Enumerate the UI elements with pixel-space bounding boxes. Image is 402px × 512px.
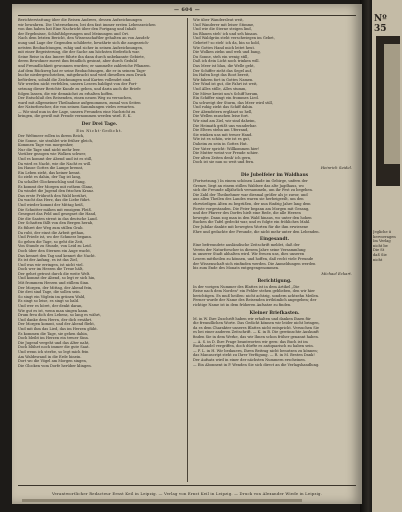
text-line: sich die Freunde alljährlich versammeln, um ihr Fest zu begehen. (193, 188, 313, 193)
poem-line: Die Schnitter mähen mit emsigem Fleiß. (18, 207, 92, 212)
text-line: Berichterstattung über die Reisen Andrees, dessen Aufzeichnungen (18, 18, 142, 22)
poem-line: Wir fahren fort in Gottes Namen. (193, 77, 254, 82)
poem-line: Und ruhig zieht das Schiff dahin. (193, 105, 254, 110)
poem-line: Und Alles stille, Alles stumm, (193, 86, 247, 91)
text-line: bis zum Ende des Monats entgegengenommen. (193, 266, 280, 271)
text-line: nicht be (373, 243, 388, 248)
text-line: der Naturforscher, die von seinen Sammlungen vieles erwarten. (18, 105, 136, 110)
poem-line: Gebetet? so steh' ich da, bin so hold, (193, 40, 260, 45)
poem-line: Da schweigt der Sturm, das Meer wird still, (193, 100, 273, 105)
poem-line: Es führet der Weg zum stillen Grab. (18, 225, 84, 230)
text-line: aus allen Theilen des Landes waren sie herbeigeeilt, um den (193, 197, 304, 202)
text-line: hervorragen (373, 234, 396, 239)
section-body (193, 317, 356, 368)
text-line: finden Sie in dem Werke, das wir Ihnen schon früher genannt haben. (193, 335, 319, 340)
text-line: Grenze, liegt an einem stillen Waldsee das alte Jagdhaus, wo (193, 183, 304, 188)
page-bottom-edge (22, 499, 302, 502)
text-line: der Wissenschaft sich einfinden werden. Die Anmeldungen werden (193, 261, 316, 266)
poem-line: Es kommt der Morgen mit rothem Glanz, (18, 184, 94, 189)
text-line: (Fortsetzung.) In einem schönen Lande im Gebirge, unfern der (193, 179, 308, 183)
text-line: — F. L. in H. Wir bedauern, Ihren Beitrag nicht benutzen zu können; (193, 348, 318, 353)
text-line: und der Pfarrer des Dorfes hielt eine Rede, die alle Herzen (193, 211, 301, 216)
poem-line: Das erste Frühroth den Wald berührt, (18, 193, 88, 198)
section-title: Berichtigung. (257, 278, 292, 284)
text-line: von ihm haben hat Eine Nachricht über den Fortgang und Inhalt (18, 27, 136, 32)
text-line: — Ein Abonnent in P. Wenden Sie sich direct an die Verlagshandlung. (193, 362, 320, 367)
poem-line: Vorüber gezogen wie Wolken schwer, (18, 152, 86, 157)
text-line: Eine befreundete ausländische Zeitschrift meldet, daß der (193, 243, 300, 248)
text-line: folgen lassen, die wir demnächst zu erhalten hoffen. (18, 91, 114, 96)
poem-line: Die die Saaten streut in das deutsche Land. (18, 216, 98, 221)
poem-line: Der Abendstern erglänzt so hell, (193, 109, 253, 114)
text-line: Der Jubilar dankte mit bewegten Worten für die ihm erwiesene (193, 224, 309, 229)
section-body (193, 285, 356, 308)
poem-line: Da wird es Nacht, wie die Nacht es will. (18, 161, 92, 166)
text-line: In der vorigen Nummer des Blattes ist in dem Artikel „Die (193, 284, 300, 289)
section-title: Die Jubelfeier im Waldhaus (240, 173, 309, 178)
poem-line: Doch wer im Herzen die Treue hält, (18, 267, 84, 272)
text-line: Reise nach dem Norden" ein Fehler stehen geblieben, den wir hier (193, 289, 315, 294)
poem-line: Und Waldgrün steht verschwiegen im Gebet, (193, 36, 275, 41)
poem-line: So singt ein Vöglein im grünen Wald, (18, 294, 86, 299)
poem-line: Der Schatten fällt von den Bergen herab, (18, 221, 94, 226)
poem-body (18, 134, 181, 368)
text-line: in unserer Stadt abhalten wird. Wir freuen uns, dies unseren (193, 252, 305, 257)
text-line: Nach dem letzten Bericht, den Wissenschaftler gehalten an von Ausdeh- (18, 36, 151, 41)
poem-line: Die Möwe kreist um's Schiff herum, (193, 91, 259, 96)
text-line: bewegte. Dann zog man in den Wald hinaus, wo unter den hohen (193, 215, 312, 220)
text-line: Ferner wurde der Name des Reisenden irrthümlich angegeben; der (193, 298, 317, 303)
text-line: mit einer Begeisterung, die der Sache am höchsten förderlich war. (18, 50, 140, 55)
poem-line: Von Stunde zu Stunde, von Leid zu Leid. (18, 244, 92, 249)
text-line: der Ergebnisse, Schlußfolgerungen und Meinungen und Ort. (18, 31, 130, 36)
next-page-edge (372, 0, 402, 512)
poem-line: Am Waldesrand in die Erde hinein. (18, 354, 82, 359)
text-line: Die Zahl der Theilnehmer war diesmal größer als je zuvor, und (193, 192, 308, 197)
poem-line: Dort wo die Vögel am Morgen singen, (18, 359, 87, 364)
text-line: netsten Beobachtungen, ruhig und sicher in seinen Aufzeichnungen, (18, 45, 144, 50)
poem-line: Wie Gottes Hand mich leitet heut. (193, 45, 256, 50)
next-page-text (373, 230, 402, 262)
poem-line: Der Schiffer zieht das Segel auf, (193, 68, 252, 73)
text-line: richtige Name ist in dem früheren Aufsatze zu finden. (193, 303, 292, 308)
poem-line: Der Morgen kommt, und der Abend flieht, (18, 322, 95, 327)
poem-line: Und wenn ich sterbe, so legt mich fein (18, 349, 89, 354)
poem-line: Da schallet Glockenschlag und Sang, (18, 180, 86, 184)
poem-line: Es ist der Anfang, es ist das Ziel, (18, 258, 78, 263)
text-line: das Manuscript steht zu Ihrer Verfügung. — R. in M. Besten Dank! (193, 353, 315, 358)
poem-signature: Heinrich Seidel. (320, 165, 352, 170)
text-line: Buchen die Tafel gedeckt war, und es folgte ein fröhliches Mahl. (193, 220, 311, 225)
poem-line: Doch über den Sternen ein Auge wacht, (18, 248, 91, 253)
text-line: Buchhandel vergriffen, doch dürfte es antiquarisch zu haben sein. (193, 344, 314, 349)
poem-line: Du Sonne, steh ein wenig still, (193, 54, 249, 59)
poem-line: Der Vater spricht: Willkommen hier! (193, 146, 260, 151)
poem-line: Die Mutter weint vor Freude schier. (193, 151, 259, 156)
poem-line: Nur die Tage sind nicht mehr leer. (18, 147, 81, 152)
poem-line: Der Wind ist gut, die Fahrt ist weit, (193, 82, 258, 87)
poem-line: Und was wir erringen, ist nicht viel. (18, 262, 84, 267)
column-divider (187, 18, 188, 482)
text-line: buche niedergeschrieben, mitgebracht und wird dieselben zum Druck (18, 73, 146, 78)
poem-line: Und wer es höret, der denkt daran, (18, 304, 83, 309)
text-line: Wir werden nicht verfehlen, unsern Lesern baldigst von der Fort- (18, 82, 138, 87)
text-line: bringen, die gewiß mit Freude vernommen werden wird. E. K. (18, 114, 132, 119)
magazine-page (12, 4, 362, 504)
poem-line: Die drei sind Tage, die sollen sein. (18, 290, 81, 295)
poem-line: Die Glocken vom Dorfe herüber klingen. (18, 363, 92, 368)
poem-line: Und mit ihm das Lied, das im Herzen glüht. (18, 327, 98, 331)
poem-line: Das kennet den Tag und kennet die Nacht. (18, 253, 96, 258)
poem-line: Die Sonne, sie strahlet wie früher gleich, (18, 138, 93, 143)
poem-line: Und wie die Sterne steigen lind, (193, 27, 252, 32)
section-title: Eingesandt. (259, 237, 290, 243)
text-line: nicht (373, 257, 383, 262)
poem-line: Da wacht das Herz, das die Liebe führt. (18, 198, 91, 203)
poem-line: Der alten Zeiten denk' ich gern, (193, 155, 252, 160)
section-body (193, 243, 356, 271)
footer-rule (18, 485, 356, 486)
text-line: die freundlichen Worte. Das Gedicht können wir leider nicht bringen, (193, 321, 320, 326)
poem-line: Im Hause Gottes die Lampe brennt, (18, 166, 84, 171)
poem-line: Daß ich dein Licht noch trinken will. (193, 59, 260, 64)
poem-line: Und Wanderer mit leiser Stimme, (193, 22, 255, 27)
poem-line: Das Meer ist blau, die Welle geht, (193, 63, 255, 68)
poem-line: Es kommen die Tage, sie gehen dahin, (18, 331, 88, 336)
poem-line: So gehen die Tage, so geht die Zeit, (18, 239, 84, 244)
poem-line: Die Wellen rauschen leise fort. (193, 114, 249, 119)
poem-line: Kommen Tage von morgenher, (18, 143, 74, 148)
poem-line: Wir sind am Ziel, wir sind daheim, (193, 119, 256, 124)
page-number: — 604 — (173, 7, 201, 13)
poem-line: Und danke dem Herrn, der dich ernährt. (18, 317, 93, 322)
poem-title: Der Drei Tage. (81, 122, 118, 128)
poem-line: Doch bleibt im Herzen ein treuer Sinn. (18, 336, 89, 341)
poem-line: Die Jugend vergeht und das Alter naht, (18, 340, 90, 345)
section-body (193, 179, 356, 234)
title-ornament-inner (384, 44, 400, 164)
poem-line: Gesegnet das Feld und gesegnet die Hand, (18, 212, 97, 217)
poem-line: Da ruht, der einst die Arbeit gethan, (18, 230, 85, 235)
text-line: und Freundlichkeit gewonnen wurden; er sammelte zahlreiche Pflanzen. (18, 63, 151, 68)
poem-line: Wie ist es schön, wie ist es gut, (193, 137, 251, 142)
poem-line: Der Weltmeer rollen in ihrem Reich, (18, 134, 85, 139)
poem-line: Da windet die Jugend den frischen Kranz. (18, 189, 95, 194)
poem-line: Doch ist sie nun so weit und fern. (193, 160, 255, 165)
left-column (18, 18, 181, 482)
poem-line: Die Wolken ziehn und weh und bang, (193, 50, 261, 55)
poem-line: Im Blauen steh' ich und seh hinaus. (193, 31, 259, 36)
text-line: — Wir sind nun in der Lage, unsern Freunden eine Nachricht zu (18, 109, 136, 114)
text-line: ward mit allgemeiner Theilnahme aufgenommen, zumal von Seiten (18, 100, 141, 105)
poem-line: Wie gut es ist, wenn man singen kann. (18, 308, 89, 313)
text-line: daß Sie (373, 252, 387, 257)
text-line: setzung dieser Berichte Kunde zu geben, und darin auch die Briefe (18, 86, 141, 91)
section-title: Kleiner Briefkasten. (249, 310, 300, 316)
poem-line: Wie über Wandersleut weit, (193, 18, 244, 22)
text-line: Ehre und gedachte der Freunde, die nicht mehr unter den Lebenden. (193, 229, 320, 234)
text-line: berichtigen. Es muß heißen: nicht achtzig, sondern achtzehn Meilen. (193, 293, 320, 298)
text-line: Im Verlag (373, 239, 391, 244)
text-line: es bei einer anderen Zeitschrift. — K. in B. Die gewünschte Auskunft (193, 330, 319, 335)
text-line: da es dem Charakter unseres Blattes nicht entspricht. Versuchen Sie (193, 325, 319, 330)
header-rule (18, 15, 356, 16)
poem-line: Und Friede ist, wo der Schmerz begann. (18, 235, 92, 240)
poem-line: So zieht es dahin, der Tag ist lang, (18, 175, 82, 180)
right-column (193, 18, 356, 482)
poem-line: Ein Schiffer singt ein frommes Lied. (193, 96, 259, 101)
poem-line: Daheim zu sein in Gottes Hut. (193, 142, 248, 147)
section-signature: Michael Eckart. (321, 270, 352, 276)
text-line: Lesern mittheilen zu können, und hoffen, daß recht viele Freunde (193, 256, 314, 261)
poem-continuation (193, 18, 356, 165)
text-line: Forste vorgestanden. Die Feier begann am Morgen mit Gesang, (193, 206, 310, 211)
poem-line: Sie winken uns mit treuer Hand. (193, 132, 253, 137)
text-line: Auf dem Rückweg hat er seine Beobachtungen, die er in seinem Tage- (18, 68, 147, 73)
poem-line: Die Heimath grüßt uns wunderbar. (193, 123, 257, 128)
poem-subtitle: Ein Nicht-Gedicht. (76, 128, 123, 134)
text-line: deren Bewohner zuerst ihm feindlich gesinnt, aber durch Geduld (18, 59, 137, 64)
text-line: M. in W. Ihre Zuschrift haben wir erhalten und danken Ihnen für (193, 316, 311, 321)
text-line: Jegliche ü (373, 230, 392, 234)
poem-line: Der gehet getrost durch die weite Welt. (18, 271, 91, 276)
poem-line: Der Morgen, der Mittag, der Abend fein, (18, 285, 93, 290)
text-line: Der Entschluß des Reisenden, einen neuen Weg zu versuchen, (18, 96, 132, 101)
poem-line: Und wieder kommt der Mittag heiß, (18, 202, 84, 207)
issue-number: Nº 35 (374, 14, 387, 34)
poem-line: Doch blühet noch immer die gute Saat. (18, 345, 90, 350)
text-line: — A. S. in D. Ihre Frage beantworten wir gern: das Buch ist im (193, 339, 308, 344)
imprint-footer: Verantwortlicher Redacteur Ernst Keil in Leipzig. — Verlag von Ernst Keil in Leipzig. — Druck von Alexander Wiede in Leipzig. (51, 491, 323, 496)
text-line: ehrwürdigen Alten zu begrüßen, der nun fünfzig Jahre lang dem (193, 201, 311, 206)
text-line: Seine Reise in das Innere führte ihn dann durch unbekannte Gebiete, (18, 54, 145, 59)
poem-line: Ein Leben zieht, das keiner kennt. (18, 170, 81, 175)
text-line: befördern, sobald die Zeichnungen und Karten vollendet sind. (18, 77, 132, 82)
text-line: nung und Lage der Gegenden schilderte, bewährte sich die ausgezeich- (18, 40, 149, 45)
poem-line: Im Hafen liegt das Boot bereit, (193, 73, 250, 78)
poem-line: Mit frommem Herzen und stillem Sinn. (18, 281, 90, 286)
text-line: wir bewahren. Die Unternehmen, bei den fast immer ersten Lebenszeichen (18, 22, 156, 27)
text-line: Verein der Naturforscher in diesem Jahre seine Versammlung (193, 247, 306, 252)
poem-line: Drum freu dich des Lebens, so lang es währt, (18, 313, 101, 318)
poem-line: Und es kommt der Abend und ist es still, (18, 157, 93, 162)
poem-line: Es singt so leise, es singt so bald. (18, 299, 80, 304)
poem-line: Die Eltern stehn am Uferrand, (193, 128, 249, 133)
text-line: Der Aufsatz wird in einer der nächsten Nummern erscheinen. (193, 358, 306, 362)
poem-line: Und kommt der Abend, so legt er sich hin, (18, 276, 96, 281)
intro-article (18, 18, 181, 119)
text-line: Die St (373, 248, 385, 253)
